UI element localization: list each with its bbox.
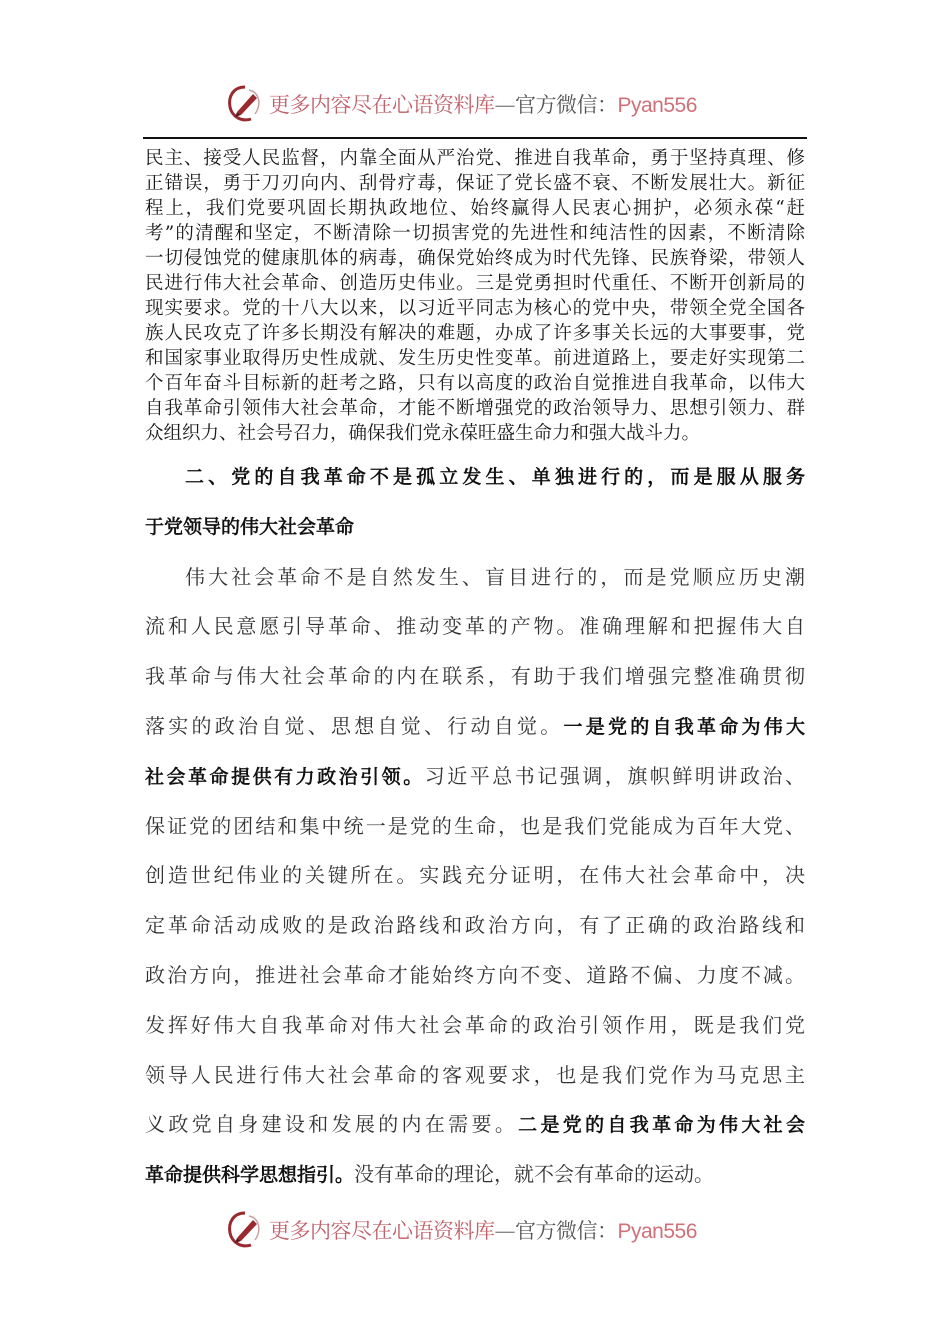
text-segment: 个百年奋斗目标新的赶考之路，只有以高度的政治自觉推进自我革命，以伟大 — [145, 373, 805, 394]
text-line — [145, 901, 805, 951]
watermark-official: 官方微信： — [515, 1219, 618, 1243]
section-heading-line: 于党领导的伟大社会革命 — [145, 515, 355, 538]
text-line — [145, 171, 805, 196]
text-segment: 领导人民进行伟大社会革命的客观要求，也是我们党作为马克思主 — [145, 1062, 805, 1087]
text-line — [145, 1100, 805, 1150]
text-line — [145, 702, 805, 752]
text-segment: 和国家事业取得历史性成就、发生历史性变革。前进道路上，要走好实现第二 — [145, 348, 805, 369]
section-heading-line: 二、党的自我革命不是孤立发生、单独进行的，而是服从服务 — [185, 466, 805, 488]
watermark-id: Pyan556 — [617, 94, 697, 117]
text-line — [145, 1150, 805, 1200]
text-segment: 自我革命引领伟大社会革命，才能不断增强党的政治领导力、思想引领力、群 — [145, 398, 805, 419]
section-two — [145, 453, 805, 1200]
text-line — [145, 321, 805, 346]
text-segment: 定革命活动成败的是政治路线和政治方向，有了正确的政治路线和 — [145, 913, 805, 938]
header-rule — [143, 137, 807, 139]
text-line — [145, 553, 805, 603]
footer-watermark — [225, 1210, 745, 1250]
bold-text: 一是党的自我革命为伟大 — [563, 715, 805, 738]
watermark-official: 官方微信： — [515, 93, 618, 117]
watermark-dash: — — [494, 1219, 515, 1243]
bold-text: 革命提供科学思想指引。 — [145, 1164, 355, 1187]
text-segment: 没有革命的理论，就不会有革命的运动。 — [354, 1162, 715, 1187]
text-line — [145, 371, 805, 396]
watermark-text: 更多内容尽在心语资料库 — [269, 1219, 495, 1243]
text-segment: 保证党的团结和集中统一是党的生命，也是我们党能成为百年大党、 — [145, 813, 805, 838]
watermark-id: Pyan556 — [617, 1220, 697, 1243]
text-segment: 流和人民意愿引导革命、推动变革的产物。准确理解和把握伟大自 — [145, 614, 805, 639]
header-watermark — [225, 84, 745, 124]
text-line — [145, 196, 805, 221]
text-segment: 程上，我们党要巩固长期执政地位、始终赢得人民衷心拥护，必须永葆“赶 — [145, 198, 805, 219]
watermark-text: 更多内容尽在心语资料库 — [269, 93, 495, 117]
text-segment: 政治方向，推进社会革命才能始终方向不变、道路不偏、力度不减。 — [145, 962, 805, 987]
text-segment: 落实的政治自觉、思想自觉、行动自觉。 — [145, 713, 564, 738]
text-segment: 族人民攻克了许多长期没有解决的难题，办成了许多事关长远的大事要事，党 — [145, 323, 805, 344]
text-line — [145, 421, 805, 446]
text-line — [145, 271, 805, 296]
text-line — [145, 951, 805, 1001]
watermark-dash: — — [494, 93, 515, 117]
pen-logo-icon — [225, 84, 265, 124]
text-segment: 民主、接受人民监督，内靠全面从严治党、推进自我革命，勇于坚持真理、修 — [145, 148, 805, 169]
text-line — [145, 1051, 805, 1101]
section-paragraph — [145, 553, 805, 1200]
text-line — [145, 296, 805, 321]
text-segment: 义政党自身建设和发展的内在需要。 — [145, 1112, 519, 1137]
text-line — [145, 602, 805, 652]
text-line — [145, 396, 805, 421]
paragraph-continued — [145, 146, 805, 446]
bold-text: 社会革命提供有力政治引领。 — [145, 765, 425, 788]
text-segment: 考”的清醒和坚定，不断清除一切损害党的先进性和纯洁性的因素，不断清除 — [145, 223, 805, 244]
text-segment: 伟大社会革命不是自然发生、盲目进行的，而是党顺应历史潮 — [185, 564, 805, 589]
text-segment: 习近平总书记强调，旗帜鲜明讲政治、 — [424, 763, 805, 788]
text-segment: 一切侵蚀党的健康肌体的病毒，确保党始终成为时代先锋、民族脊梁，带领人 — [145, 248, 805, 269]
bold-text: 二是党的自我革命为伟大社会 — [518, 1114, 805, 1137]
pen-logo-icon — [225, 1210, 265, 1250]
text-segment: 民进行伟大社会革命、创造历史伟业。三是党勇担时代重任、不断开创新局的 — [145, 273, 805, 294]
text-line — [145, 652, 805, 702]
text-segment: 现实要求。党的十八大以来，以习近平同志为核心的党中央，带领全党全国各 — [145, 298, 805, 319]
text-segment: 我革命与伟大社会革命的内在联系，有助于我们增强完整准确贯彻 — [145, 664, 805, 689]
text-segment: 创造世纪伟业的关键所在。实践充分证明，在伟大社会革命中，决 — [145, 863, 805, 888]
text-line — [145, 752, 805, 802]
text-line — [145, 246, 805, 271]
text-segment: 众组织力、社会号召力，确保我们党永葆旺盛生命力和强大战斗力。 — [145, 423, 701, 444]
text-line — [145, 146, 805, 171]
text-line — [145, 802, 805, 852]
text-line — [145, 346, 805, 371]
text-segment: 正错误，勇于刀刃向内、刮骨疗毒，保证了党长盛不衰、不断发展壮大。新征 — [145, 173, 805, 194]
text-segment: 发挥好伟大自我革命对伟大社会革命的政治引领作用，既是我们党 — [145, 1012, 805, 1037]
text-line — [145, 851, 805, 901]
text-line — [145, 1001, 805, 1051]
text-line — [145, 221, 805, 246]
